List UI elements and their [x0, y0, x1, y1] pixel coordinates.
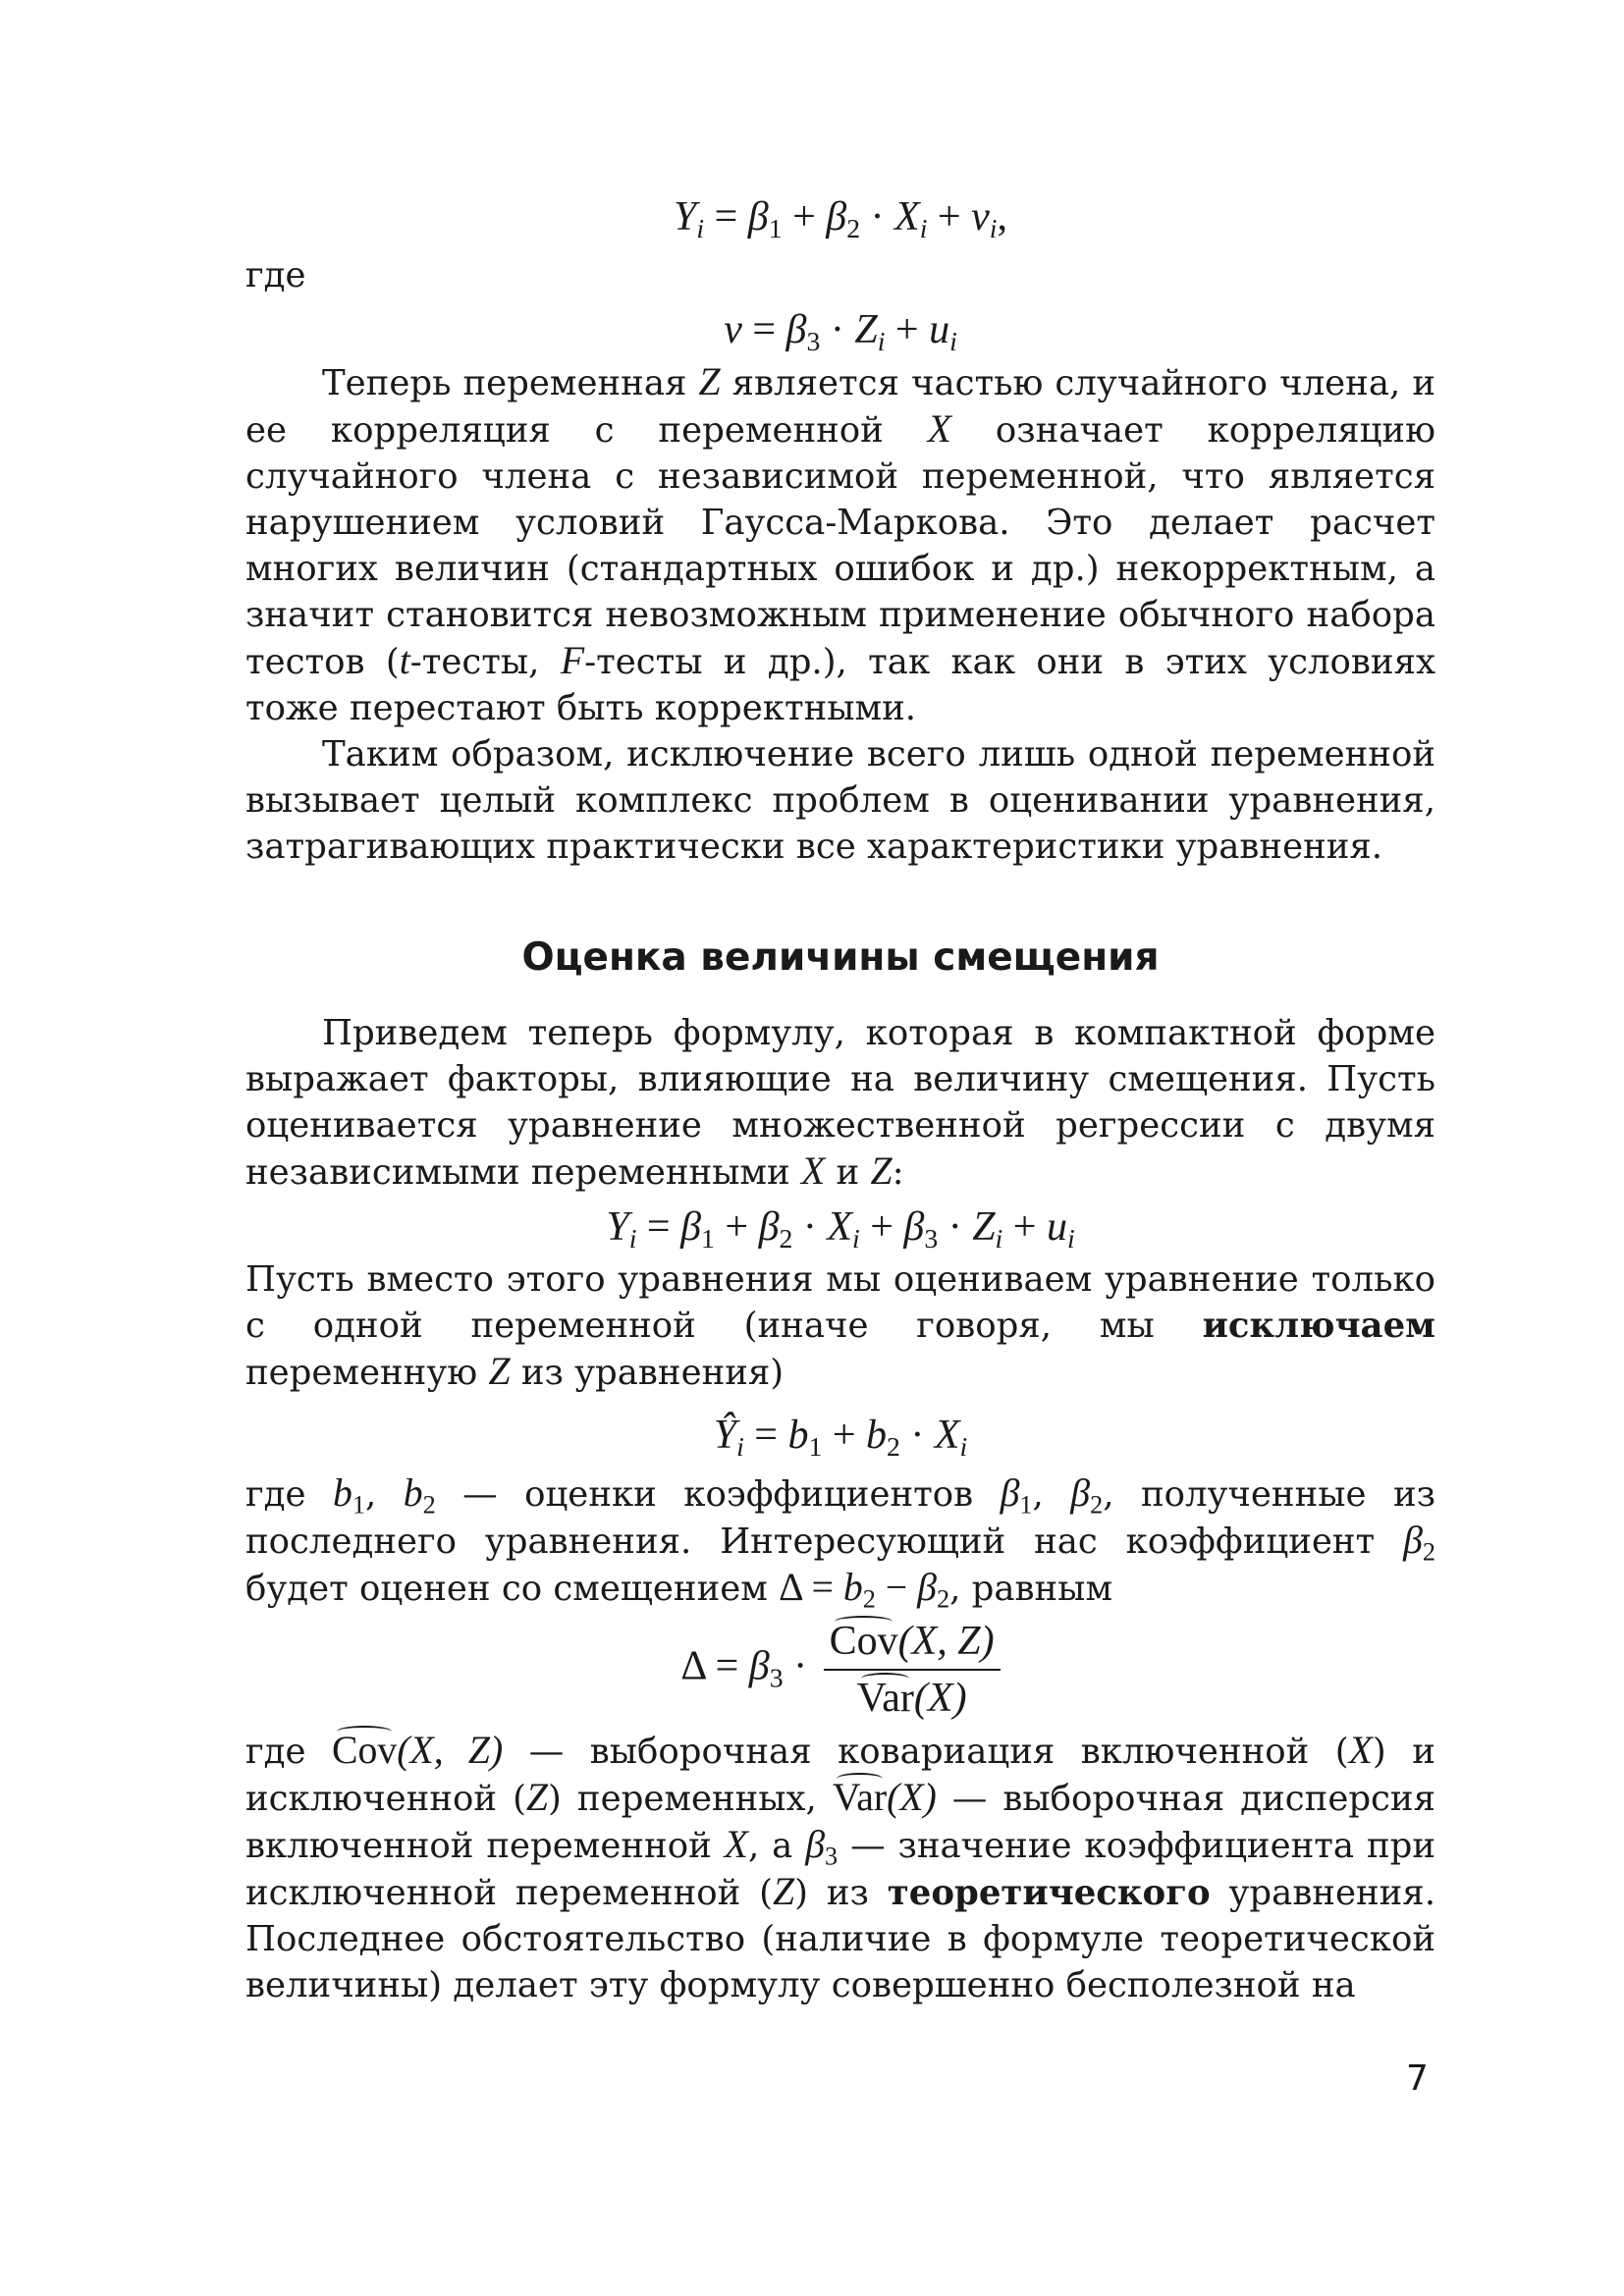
- eq-subscript: 2: [887, 1430, 900, 1462]
- eq-symbol: Var: [856, 1676, 914, 1721]
- math-var: [1403, 1519, 1435, 1567]
- equation-3: $Y_i = \beta_1 + \beta_2 \cdot X_i + \beta_3 \cdot Z_i + u_i$: [606, 1204, 1075, 1254]
- eq-subscript: i: [919, 212, 928, 243]
- math-expr: [779, 1566, 950, 1614]
- eq-symbol: b: [866, 1413, 888, 1458]
- eq-subscript: i: [989, 212, 998, 243]
- eq-subscript: 1: [808, 1430, 823, 1462]
- eq-symbol: β: [747, 194, 769, 240]
- eq-symbol: β: [758, 1204, 780, 1250]
- math-symbol: β: [805, 1823, 826, 1866]
- math-var: Z: [698, 360, 721, 403]
- text-run: является частью случайного члена, и ее корреляция с переменной: [245, 363, 1435, 451]
- fraction-denominator: [824, 1671, 1001, 1722]
- paragraph-bias-explanation: [245, 1728, 1435, 2008]
- eq-args: (X, Z): [897, 1619, 995, 1664]
- math-subscript: 2: [1422, 1537, 1435, 1567]
- equation-1: $Y_i = \beta_1 + \beta_2 \cdot X_i + v_i$,: [674, 194, 1007, 243]
- math-var: [1070, 1471, 1104, 1520]
- eq-subscript: 3: [924, 1222, 939, 1254]
- text-run: из уравнения): [510, 1353, 785, 1393]
- eq-symbol: X: [827, 1204, 853, 1250]
- math-symbol: Δ =: [779, 1566, 843, 1609]
- math-symbol: β: [1000, 1471, 1020, 1515]
- eq-subscript: i: [628, 1222, 637, 1254]
- eq-subscript: i: [1066, 1222, 1075, 1254]
- math-subscript: 2: [936, 1584, 950, 1614]
- paragraph-exclusion: [245, 1256, 1435, 1396]
- text-run: -тесты и др.), так как они в этих условиях тоже перестают быть корректными.: [245, 642, 1435, 728]
- text-run: переменную: [245, 1353, 489, 1393]
- paragraph-estimates: [245, 1470, 1435, 1612]
- math-var: [332, 1471, 365, 1520]
- eq-subscript: i: [949, 325, 957, 356]
- text-run: Приведем теперь формулу, которая в компактной форме выражает факторы, влияющие на величину смещения. Пусть оценивается уравнение множественной регрессии с двумя независимыми переменными: [245, 1013, 1435, 1193]
- math-symbol: b: [403, 1471, 423, 1515]
- eq-symbol: b: [787, 1413, 809, 1458]
- eq-subscript: i: [959, 1430, 968, 1462]
- equation-4: $Ŷ_i = b_1 + b_2 \cdot X_i$: [713, 1413, 968, 1462]
- text-run: — оценки коэффициентов: [435, 1474, 1001, 1515]
- eq-subscript: i: [877, 325, 886, 356]
- math-symbol: Var: [832, 1776, 888, 1819]
- eq-subscript: 3: [806, 325, 821, 356]
- text-run: , а: [747, 1826, 806, 1866]
- text-run: где: [245, 1474, 333, 1515]
- bias-fraction: [824, 1618, 1001, 1722]
- eq-symbol: β: [826, 194, 847, 240]
- text-run: :: [892, 1152, 904, 1193]
- math-subscript: 2: [1090, 1490, 1104, 1520]
- text-run: и: [825, 1152, 871, 1193]
- text-run: , полученные из последнего уравнения. Интересующий нас коэффициент: [245, 1474, 1435, 1562]
- eq-subscript: 2: [846, 212, 861, 243]
- text-run: Теперь переменная: [322, 363, 699, 403]
- eq-symbol: Z: [854, 307, 878, 352]
- text-run: ,: [1032, 1474, 1071, 1515]
- eq-subscript: i: [995, 1222, 1003, 1254]
- text-run: будет оценен со смещением: [245, 1569, 780, 1609]
- math-var: [403, 1471, 436, 1520]
- math-args: (X, Z): [397, 1729, 504, 1772]
- text-run: — значение коэффициента при исключенной переменной (: [245, 1826, 1435, 1913]
- math-var: X: [927, 407, 951, 451]
- eq-symbol: Y: [606, 1204, 629, 1250]
- math-var: Z: [870, 1149, 893, 1193]
- section-heading: Оценка величины смещения: [521, 935, 1160, 980]
- math-var: t: [399, 639, 410, 682]
- eq-subscript: i: [852, 1222, 860, 1254]
- text-run: уравнения. Последнее обстоятельство (наличие в формуле теоретической величины) делает эту формулу совершенно бесполезной на: [245, 1873, 1435, 2005]
- math-expr: [332, 1729, 503, 1772]
- math-var: Z: [488, 1350, 511, 1393]
- math-symbol: β: [917, 1566, 937, 1609]
- eq-symbol: β: [785, 307, 807, 352]
- math-var: [1000, 1471, 1033, 1520]
- equation-bias: $\Delta = \beta_3$ · $\frac{\text{Cov(X, Z)}}{\text{Var(X)}}$: [245, 1618, 1435, 1722]
- math-var: X: [800, 1149, 826, 1193]
- math-subscript: 1: [1019, 1490, 1033, 1520]
- where-label: где: [245, 255, 306, 295]
- math-var: Z: [773, 1870, 795, 1913]
- eq-punctuation: ,: [997, 194, 1007, 240]
- paragraph-omitted-variable: [245, 359, 1435, 731]
- emphasis-text: теоретического: [887, 1873, 1211, 1913]
- paragraph-bias-intro: [245, 1010, 1435, 1196]
- eq-symbol: v: [971, 194, 990, 240]
- text-run: ) переменных,: [548, 1779, 833, 1819]
- text-run: — выборочная ковариация включенной (: [503, 1732, 1349, 1772]
- emphasis-text: исключаем: [1202, 1306, 1435, 1346]
- math-subscript: 2: [862, 1584, 876, 1614]
- eq-symbol: u: [1046, 1204, 1067, 1250]
- text-run: , равным: [949, 1569, 1113, 1609]
- equation-2: $v = \beta_3 \cdot Z_i + u_i$: [724, 307, 957, 356]
- math-symbol: b: [332, 1471, 352, 1515]
- math-expr: [833, 1776, 937, 1819]
- paragraph-summary: Таким образом, исключение всего лишь одной переменной вызывает целый комплекс проблем в оценивании уравнения, затрагивающих практически все характеристики уравнения.: [245, 734, 1435, 867]
- eq-subscript: 1: [768, 212, 783, 243]
- eq-symbol: Z: [972, 1204, 996, 1250]
- eq-symbol: β: [748, 1643, 770, 1689]
- eq-subscript: i: [696, 212, 705, 243]
- eq-subscript: 2: [779, 1222, 793, 1254]
- math-operator: −: [875, 1566, 918, 1609]
- eq-symbol: Δ: [680, 1643, 706, 1689]
- text-run: где: [245, 1732, 332, 1772]
- eq-args: (X): [913, 1676, 967, 1721]
- math-subscript: 1: [352, 1490, 365, 1520]
- math-var: X: [724, 1823, 748, 1866]
- eq-subscript: i: [736, 1430, 744, 1462]
- text-run: ) и исключенной (: [245, 1732, 1435, 1819]
- eq-symbol: u: [929, 307, 950, 352]
- eq-symbol: Cov: [829, 1619, 898, 1664]
- eq-symbol: β: [680, 1204, 702, 1250]
- eq-subscript: 1: [701, 1222, 715, 1254]
- math-subscript: 2: [422, 1490, 436, 1520]
- page-number: 7: [1406, 2058, 1429, 2099]
- text-run: -тесты,: [409, 642, 561, 682]
- math-args: (X): [887, 1776, 937, 1819]
- math-symbol: b: [842, 1566, 863, 1609]
- text-run: означает корреляцию случайного члена с независимой переменной, что является нарушением условий Гаусса-Маркова. Это делает расчет многих величин (стандартных ошибок и др.) некорректным, а значит становится невозможным применение обычного набора тестов (: [245, 410, 1435, 682]
- math-subscript: 3: [825, 1842, 839, 1871]
- fraction-numerator: [824, 1618, 1001, 1671]
- eq-symbol: v: [724, 307, 742, 352]
- text-run: Пусть вместо этого уравнения мы оцениваем уравнение только с одной переменной (иначе говоря, мы: [245, 1259, 1435, 1346]
- eq-subscript: 3: [769, 1662, 784, 1693]
- text-run: ,: [364, 1474, 404, 1515]
- eq-symbol: X: [894, 194, 920, 240]
- eq-symbol: Y: [674, 194, 697, 240]
- text-run: ) из: [794, 1873, 888, 1913]
- text-run: — выборочная дисперсия включенной переменной: [245, 1779, 1435, 1866]
- math-symbol: β: [1403, 1519, 1423, 1562]
- math-symbol: β: [1070, 1471, 1091, 1515]
- math-var: Z: [525, 1776, 549, 1819]
- math-var: [805, 1823, 839, 1871]
- page-content: [245, 191, 1435, 2008]
- eq-symbol: Ŷ: [713, 1413, 737, 1458]
- eq-symbol: β: [903, 1204, 925, 1250]
- math-symbol: Cov: [332, 1729, 398, 1772]
- math-var: X: [1348, 1729, 1373, 1772]
- math-var: F: [560, 639, 585, 682]
- eq-symbol: X: [934, 1413, 960, 1458]
